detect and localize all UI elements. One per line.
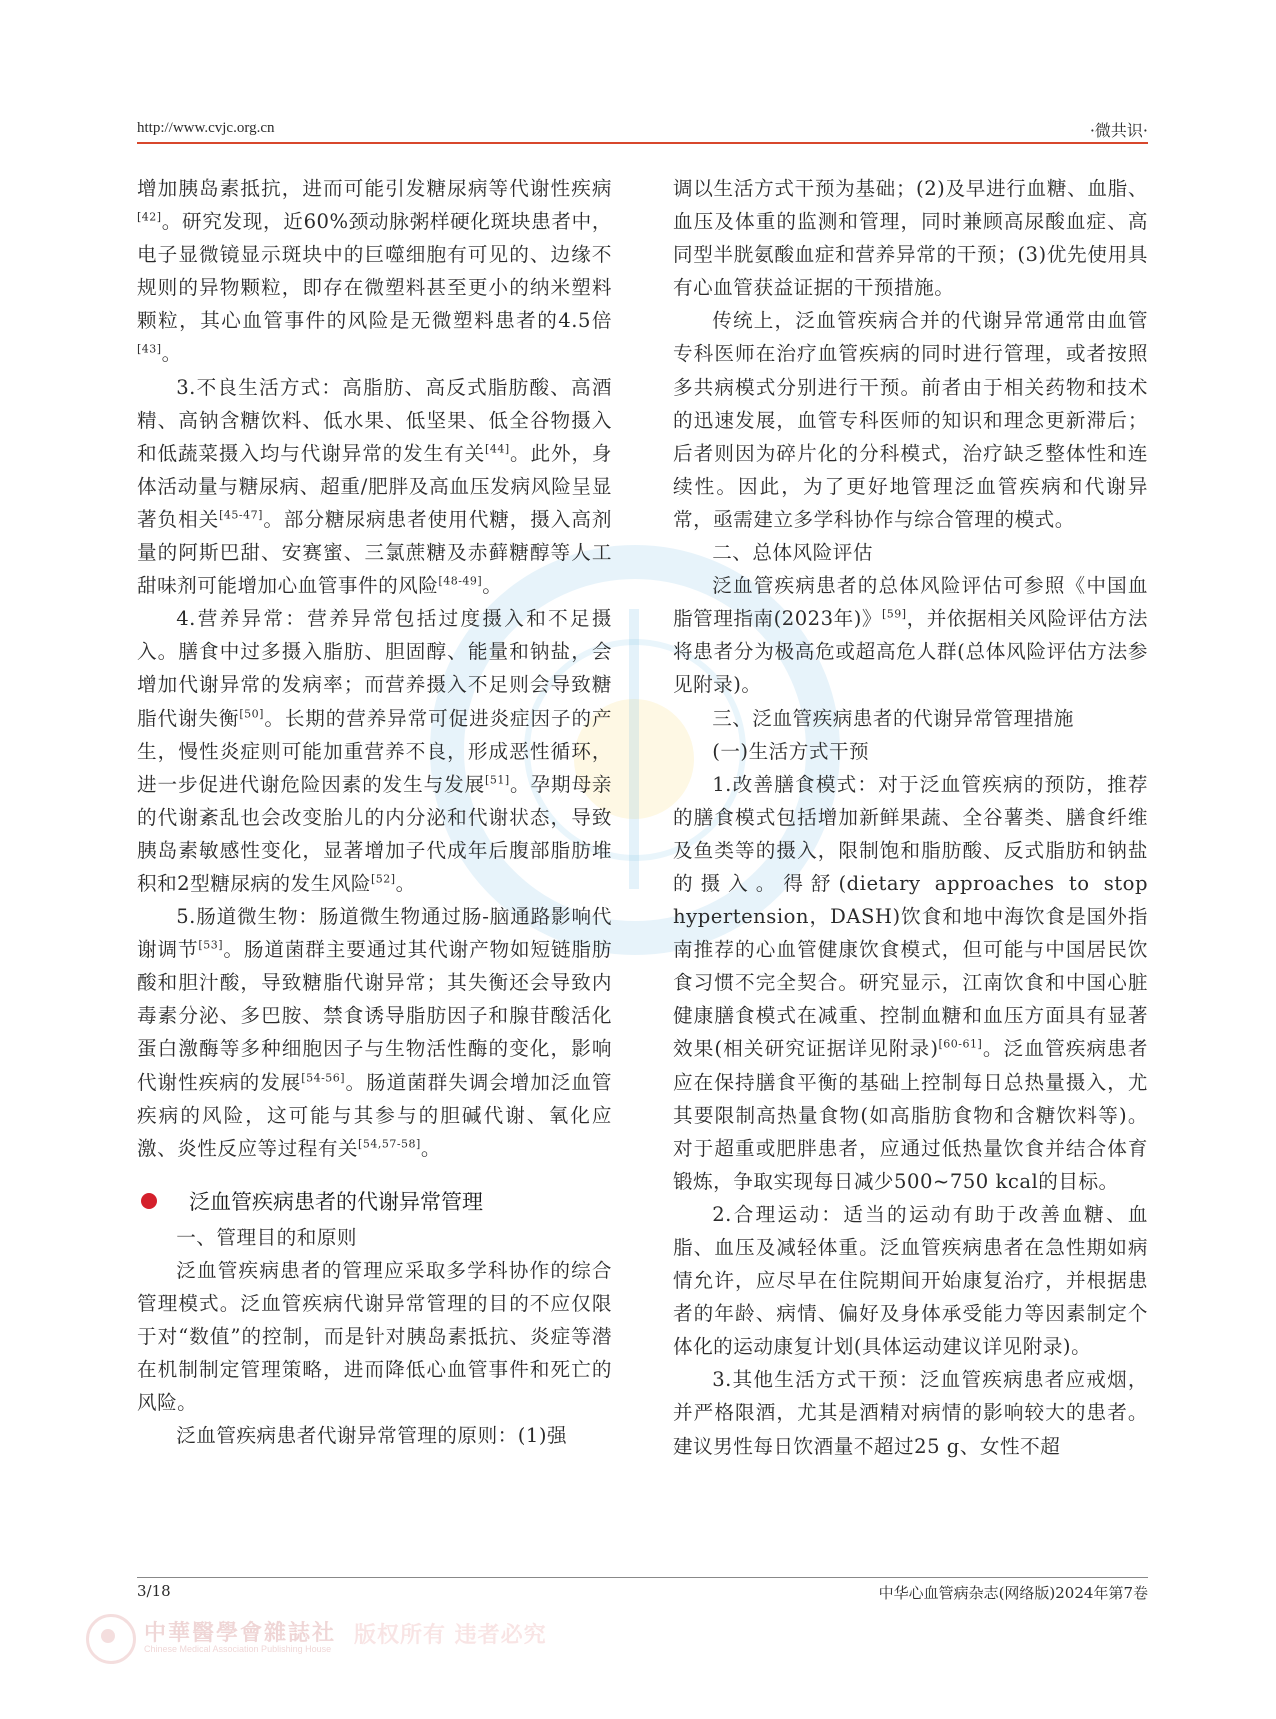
paragraph: 3.其他生活方式干预：泛血管疾病患者应戒烟，并严格限酒，尤其是酒精对病情的影响较大的患者。建议男性每日饮酒量不超过25 g、女性不超 (673, 1368, 1148, 1458)
subsection-heading: 一、管理目的和原则 (176, 1225, 358, 1249)
citation[interactable]: [54,57-58] (358, 1137, 421, 1151)
paragraph: 调以生活方式干预为基础；(2)及早进行血糖、血脂、血压及体重的监测和管理，同时兼顾高尿酸血症、高同型半胱氨酸血症和营养异常的干预；(3)优先使用具有心血管获益证据的干预措施。 (673, 177, 1148, 300)
citation[interactable]: [45-47] (219, 508, 263, 522)
publisher-logo-icon (86, 1614, 136, 1664)
right-column (673, 172, 1148, 1463)
subsection-heading: 二、总体风险评估 (712, 541, 873, 565)
paragraph: 增加胰岛素抵抗，进而可能引发糖尿病等代谢性疾病[42]。研究发现，近60%颈动脉粥样硬化斑块患者中，电子显微镜显示斑块中的巨噬细胞有可见的、边缘不规则的异物颗粒，即存在微塑料甚至更小的纳米塑料颗粒，其心血管事件的风险是无微塑料患者的4.5倍[43]。 (137, 177, 612, 366)
paragraph: 4.营养异常：营养异常包括过度摄入和不足摄入。膳食中过多摄入脂肪、胆固醇、能量和钠盐，会增加代谢异常的发病率；而营养摄入不足则会导致糖脂代谢失衡[50]。长期的营养异常可促进炎症因子的产生，慢性炎症则可能加重营养不良，形成恶性循环，进一步促进代谢危险因素的发生与发展[51]。孕期母亲的代谢紊乱也会改变胎儿的内分泌和代谢状态，导致胰岛素敏感性变化，显著增加子代成年后腹部脂肪堆积和2型糖尿病的发生风险[52]。 (137, 607, 613, 895)
page-header (137, 112, 1148, 144)
citation[interactable]: [50] (239, 706, 264, 720)
publisher-watermark (86, 1612, 606, 1662)
citation[interactable]: [51] (485, 773, 510, 787)
paragraph: 传统上，泛血管疾病合并的代谢异常通常由血管专科医师在治疗血管疾病的同时进行管理，或者按照多共病模式分别进行干预。前者由于相关药物和技术的迅速发展，血管专科医师的知识和理念更新滞后；后者则因为碎片化的分科模式，治疗缺乏整体性和连续性。因此，为了更好地管理泛血管疾病和代谢异常，亟需建立多学科协作与综合管理的模式。 (673, 309, 1148, 531)
citation[interactable]: [60-61] (938, 1037, 983, 1051)
paragraph: 泛血管疾病患者的管理应采取多学科协作的综合管理模式。泛血管疾病代谢异常管理的目的不应仅限于对“数值”的控制，而是针对胰岛素抵抗、炎症等潜在机制制定管理策略，进而降低心血管事件和死亡的风险。 (137, 1258, 612, 1415)
journal-url[interactable]: http://www.cvjc.org.cn (137, 120, 275, 136)
copyright-notice: 版权所有 违者必究 (354, 1622, 547, 1648)
subsection-heading: 三、泛血管疾病患者的代谢异常管理措施 (712, 706, 1074, 730)
paragraph: 3.不良生活方式：高脂肪、高反式脂肪酸、高酒精、高钠含糖饮料、低水果、低坚果、低全谷物摄入和低蔬菜摄入均与代谢异常的发生有关[44]。此外，身体活动量与糖尿病、超重/肥胖及高血压发病风险呈显著负相关[45-47]。部分糖尿病患者使用代糖，摄入高剂量的阿斯巴甜、安赛蜜、三氯蔗糖及赤藓糖醇等人工甜味剂可能增加心血管事件的风险[48-49]。 (137, 375, 613, 598)
section-heading: 泛血管疾病患者的代谢异常管理 (137, 1185, 612, 1219)
citation[interactable]: [42] (137, 210, 162, 224)
page-footer (137, 1577, 1148, 1602)
journal-name: 中华心血管病杂志(网络版)2024年第7卷 (878, 1584, 1148, 1602)
citation[interactable]: [52] (371, 872, 396, 886)
paragraph: 5.肠道微生物：肠道微生物通过肠-脑通路影响代谢调节[53]。肠道菌群主要通过其代谢产物如短链脂肪酸和胆汁酸，导致糖脂代谢异常；其失衡还会导致内毒素分泌、多巴胺、禁食诱导脂肪因子和腺苷酸活化蛋白激酶等多种细胞因子与生物活性酶的变化，影响代谢性疾病的发展[54-56]。肠道菌群失调会增加泛血管疾病的风险，这可能与其参与的胆碱代谢、氧化应激、炎性反应等过程有关[54,57-58]。 (137, 905, 613, 1160)
subsubsection-heading: (一)生活方式干预 (712, 739, 870, 763)
paragraph: 泛血管疾病患者的总体风险评估可参照《中国血脂管理指南(2023年)》[59]，并依据相关风险评估方法将患者分为极高危或超高危人群(总体风险评估方法参见附录)。 (673, 574, 1149, 697)
publisher-name: 中華醫學會雜誌社 (144, 1620, 337, 1646)
citation[interactable]: [44] (485, 442, 510, 456)
citation[interactable]: [53] (198, 938, 224, 952)
publisher-name-en: Chinese Medical Association Publishing House (144, 1644, 332, 1654)
citation[interactable]: [54-56] (301, 1071, 346, 1084)
paragraph: 泛血管疾病患者代谢异常管理的原则：(1)强 (176, 1424, 568, 1448)
left-column (137, 172, 612, 1452)
citation[interactable]: [48-49] (438, 574, 483, 588)
red-bullet-icon (141, 1193, 157, 1209)
paragraph: 2.合理运动：适当的运动有助于改善血糖、血脂、血压及减轻体重。泛血管疾病患者在急性期如病情允许，应尽早在住院期间开始康复治疗，并根据患者的年龄、病情、偏好及身体承受能力等因素制定个体化的运动康复计划(具体运动建议详见附录)。 (673, 1202, 1148, 1359)
citation[interactable]: [43] (137, 342, 162, 356)
citation[interactable]: [59] (882, 607, 907, 621)
section-label: ·微共识· (1089, 121, 1148, 140)
page-number: 3/18 (137, 1582, 171, 1600)
paragraph: 1.改善膳食模式：对于泛血管疾病的预防，推荐的膳食模式包括增加新鲜果蔬、全谷薯类、膳食纤维及鱼类等的摄入，限制饱和脂肪酸、反式脂肪和钠盐的摄入。得舒(dietary approaches to stop hypertension，DASH)饮食和地中海饮食是国外指南推荐的心血管健康饮食模式，但可能与中国居民饮食习惯不完全契合。研究显示，江南饮食和中国心脏健康膳食模式在减重、控制血糖和血压方面具有显著效果(相关研究证据详见附录)[60-61]。泛血管疾病患者应在保持膳食平衡的基础上控制每日总热量摄入，尤其要限制高热量食物(如高脂肪食物和含糖饮料等)。对于超重或肥胖患者，应通过低热量饮食并结合体育锻炼，争取实现每日减少500~750 kcal的目标。 (673, 772, 1148, 1193)
